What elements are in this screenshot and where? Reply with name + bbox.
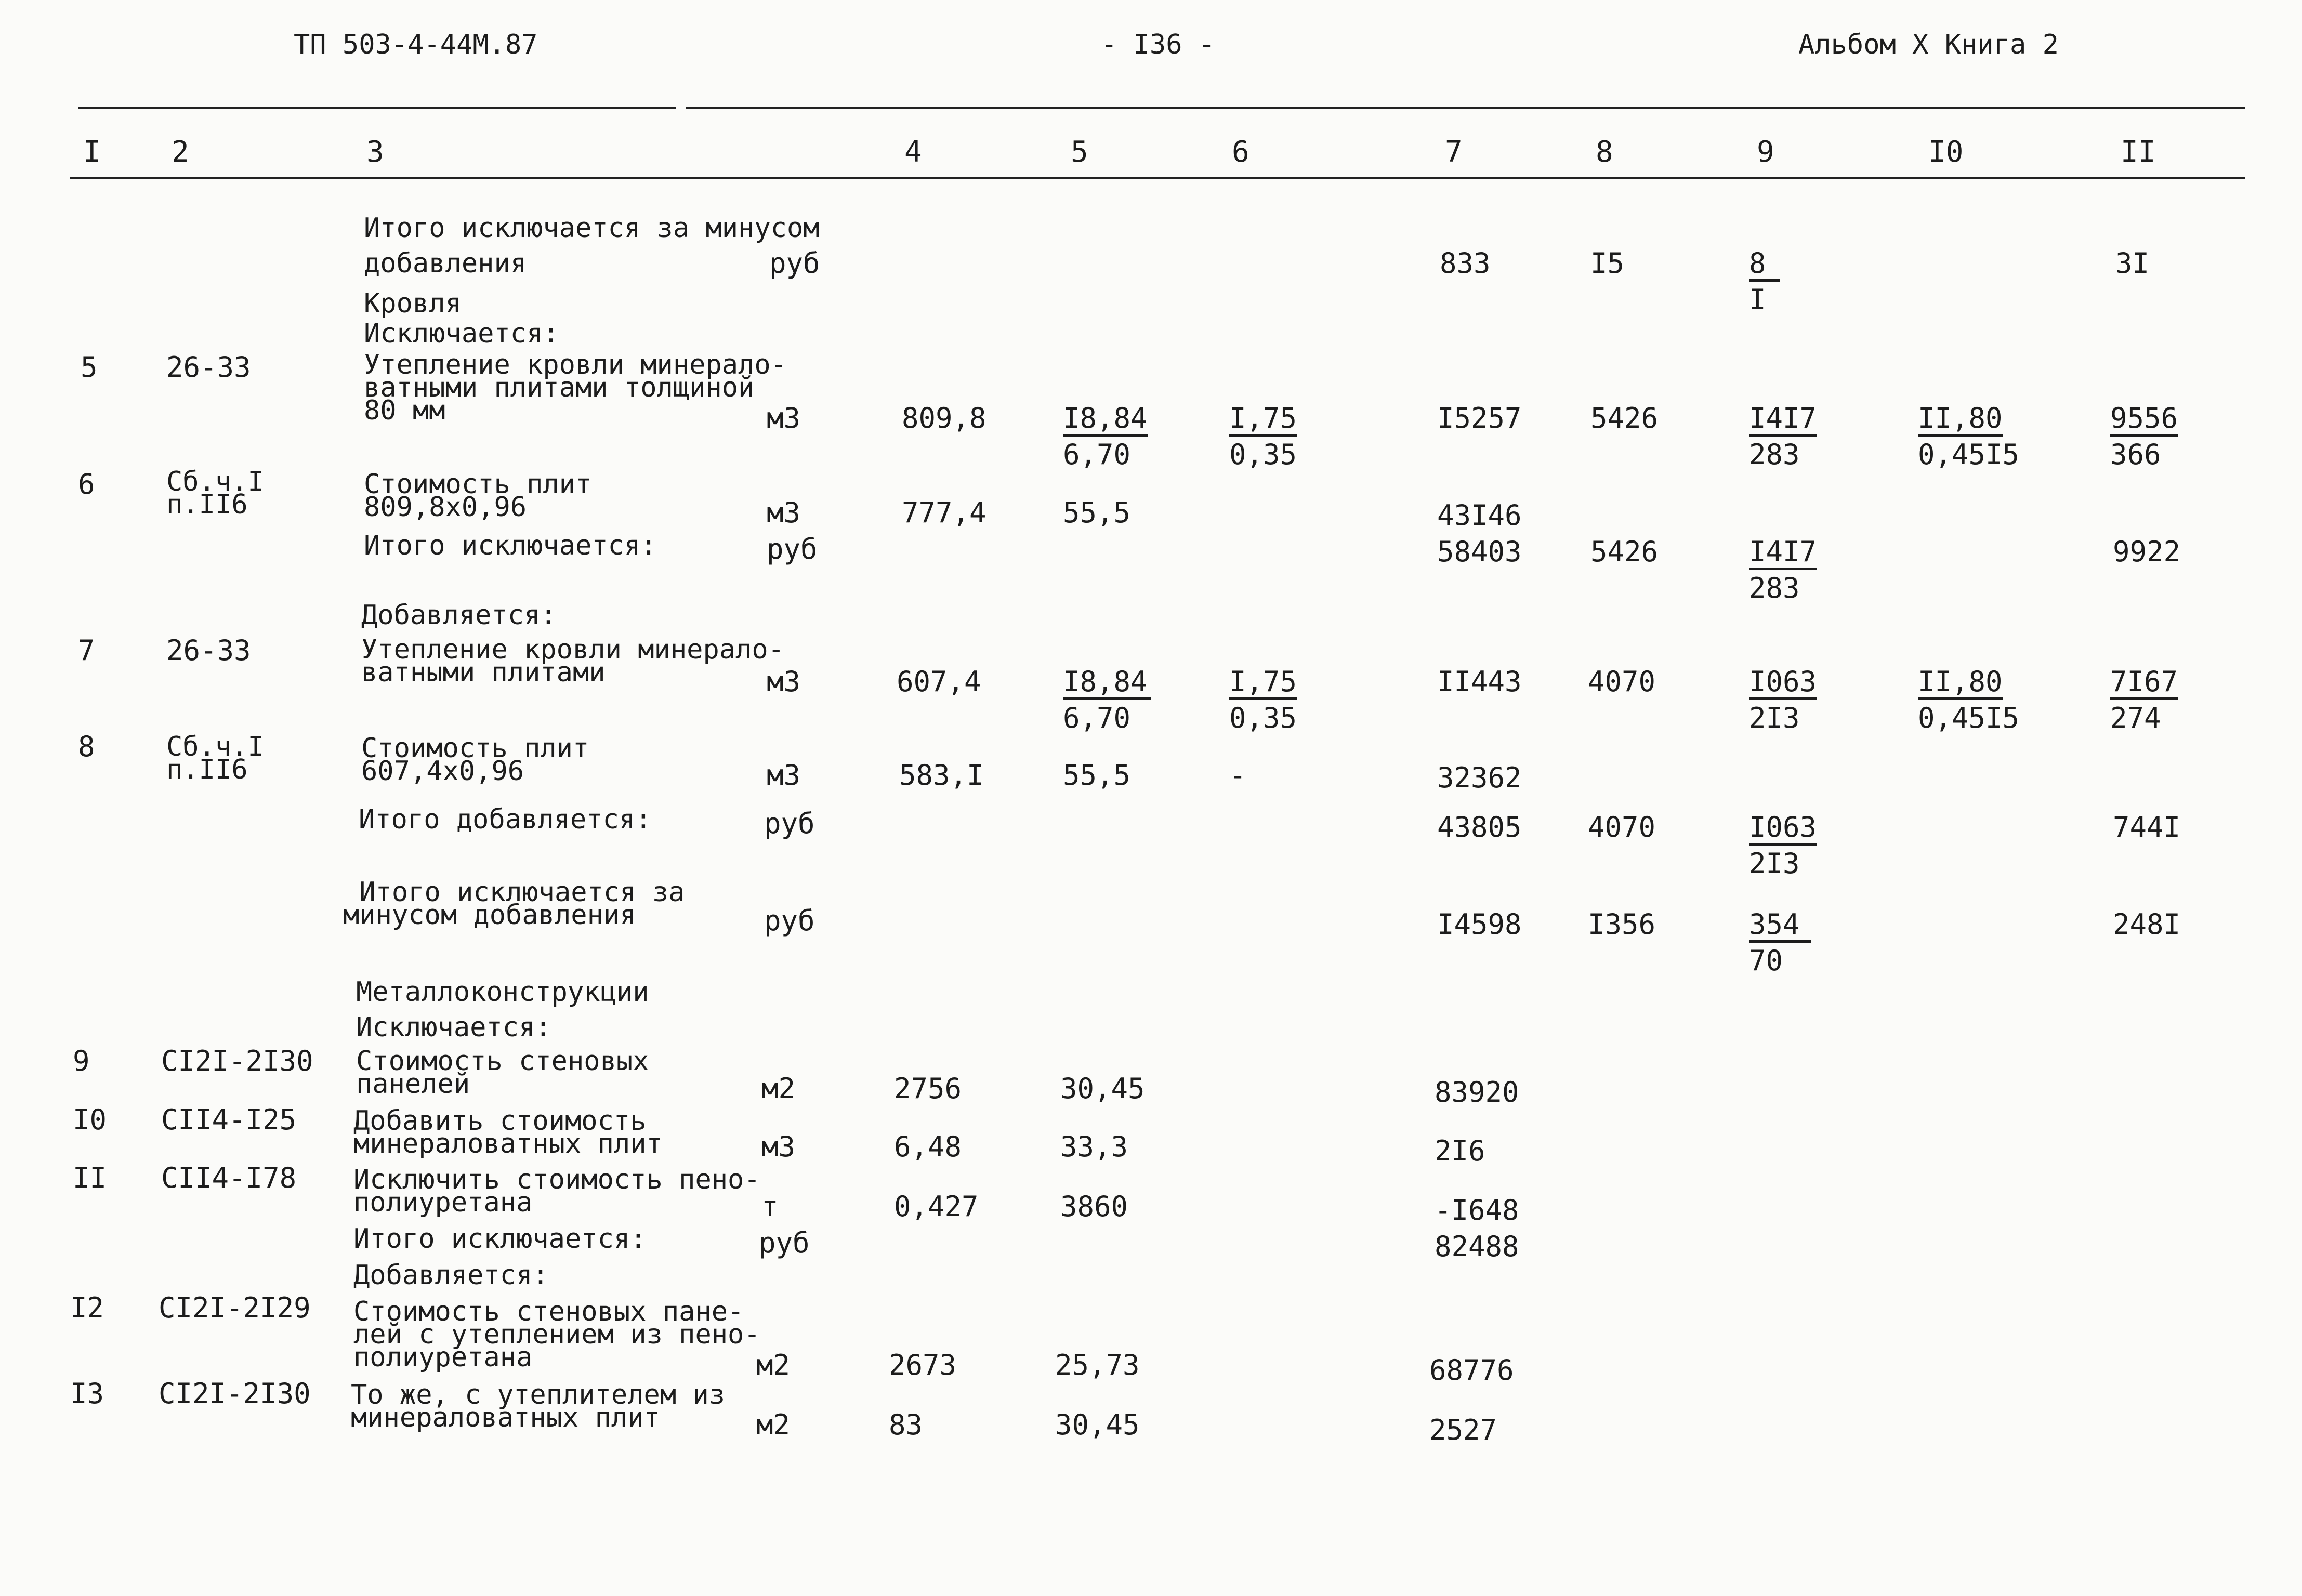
col9-bottom: 2I3 <box>1749 702 1800 734</box>
page-number: - I36 - <box>1101 29 1215 60</box>
row-col4: 809,8 <box>902 402 986 434</box>
row-col7: 82488 <box>1435 1230 1519 1263</box>
row-col4: 83 <box>889 1408 923 1441</box>
col6-top: I,75 <box>1229 404 1297 437</box>
col6-bottom: 0,35 <box>1229 702 1297 734</box>
row-col8: 4070 <box>1588 811 1656 843</box>
row-code: 26-33 <box>166 351 251 384</box>
row-col11 <box>2110 665 2178 734</box>
col10-bottom: 0,45I5 <box>1918 702 2020 734</box>
row-number: 7 <box>78 634 95 667</box>
row-col8: I5 <box>1590 247 1625 280</box>
row-unit: руб <box>759 1226 810 1259</box>
row-col11 <box>2110 404 2178 469</box>
row-col9 <box>1749 813 1817 878</box>
row-unit: м3 <box>767 759 801 792</box>
row-col11: 3I <box>2115 247 2150 280</box>
col10-top: II,80 <box>1918 404 2003 437</box>
row-number: 5 <box>81 351 98 384</box>
row-code: 26-33 <box>166 634 251 667</box>
row-col9 <box>1749 665 1817 734</box>
col6-top: I,75 <box>1229 668 1297 700</box>
row-description: Стоимость плит 607,4х0,96 <box>361 733 589 787</box>
row-col7: 58403 <box>1437 535 1522 568</box>
col-header-6: 6 <box>1232 135 1249 169</box>
row-code: CII4-I78 <box>161 1162 297 1194</box>
col-header-9: 9 <box>1757 135 1774 169</box>
row-unit: руб <box>769 247 820 280</box>
row-description: Исключить стоимость пено- полиуретана <box>353 1164 760 1218</box>
row-code: Сб.ч.I п.II6 <box>166 466 264 520</box>
row-col11: 744I <box>2113 811 2181 843</box>
row-unit: руб <box>764 807 815 840</box>
row-col6 <box>1229 665 1297 734</box>
row-col8: I356 <box>1588 908 1656 941</box>
row-unit: м2 <box>756 1408 791 1441</box>
row-col5: 3860 <box>1060 1190 1128 1223</box>
row-col5 <box>1063 665 1151 734</box>
row-number: 8 <box>78 730 95 763</box>
row-col5: 33,3 <box>1060 1130 1128 1163</box>
row-description: Утепление кровли минерало- ватными плитами толщиной 80 мм <box>364 349 787 426</box>
section-title: Металлоконструкции Исключается: <box>356 977 649 1043</box>
row-col5: 30,45 <box>1055 1408 1140 1441</box>
row-col8: 5426 <box>1590 535 1659 568</box>
row-col11: 9922 <box>2113 535 2181 568</box>
row-col7: 2I6 <box>1435 1135 1485 1167</box>
col-header-1: I <box>83 135 101 169</box>
col-header-11: II <box>2121 135 2156 169</box>
col-header-4: 4 <box>904 135 922 169</box>
col5-bottom: 6,70 <box>1063 438 1131 471</box>
row-col7: 43805 <box>1437 811 1522 843</box>
row-description: Стоимость стеновых пане- лей с утеплением из пено- полиуретана <box>353 1296 760 1373</box>
row-col6 <box>1229 404 1297 469</box>
row-col7: 83920 <box>1435 1076 1519 1109</box>
col11-top: 9556 <box>2110 404 2178 437</box>
row-col5: 55,5 <box>1063 759 1131 792</box>
col9-top: I4I7 <box>1749 538 1817 570</box>
header-rule-left <box>78 107 676 109</box>
row-col5 <box>1063 404 1148 469</box>
row-unit: м3 <box>767 496 801 529</box>
row-code: CI2I-2I29 <box>159 1291 311 1324</box>
row-col7: 833 <box>1440 247 1491 280</box>
row-code: CI2I-2I30 <box>159 1377 311 1410</box>
album-book: Альбом X Книга 2 <box>1798 29 2059 60</box>
row-description: Итого исключается: <box>353 1223 647 1255</box>
row-col10 <box>1918 665 2020 734</box>
row-col4: 607,4 <box>897 665 981 698</box>
row-unit: м3 <box>761 1130 796 1163</box>
row-col5: 30,45 <box>1060 1072 1145 1105</box>
row-col9 <box>1749 249 1780 314</box>
col9-bottom: 70 <box>1749 944 1783 977</box>
row-col4: 583,I <box>899 759 984 792</box>
row-col7: 32362 <box>1437 761 1522 794</box>
col9-bottom: 283 <box>1749 572 1800 604</box>
row-col8: 5426 <box>1590 402 1659 434</box>
row-col4: 2673 <box>889 1349 957 1381</box>
col9-top: I063 <box>1749 813 1817 846</box>
row-col7: I5257 <box>1437 402 1522 434</box>
row-col9 <box>1749 535 1817 604</box>
col-header-2: 2 <box>172 135 189 169</box>
row-code: Сб.ч.I п.II6 <box>166 731 264 785</box>
column-header-rule <box>70 177 2245 179</box>
col-header-5: 5 <box>1071 135 1088 169</box>
row-description: Стоимость стеновых панелей <box>356 1046 649 1100</box>
col6-bottom: 0,35 <box>1229 438 1297 471</box>
col9-bottom: 2I3 <box>1749 847 1800 880</box>
col5-bottom: 6,70 <box>1063 702 1131 734</box>
row-description: Утепление кровли минерало- ватными плитами <box>361 634 784 688</box>
col9-top: I4I7 <box>1749 404 1817 437</box>
row-col6: - <box>1229 759 1246 792</box>
row-number: I2 <box>70 1291 104 1324</box>
row-col5: 25,73 <box>1055 1349 1140 1381</box>
row-description: Итого исключается за минусом добавления <box>364 213 820 279</box>
row-description: Добавить стоимость минераловатных плит <box>353 1105 663 1159</box>
row-col7: 68776 <box>1429 1354 1514 1387</box>
row-unit: м2 <box>761 1072 796 1105</box>
col11-bottom: 274 <box>2110 702 2161 734</box>
row-number: I0 <box>73 1103 107 1136</box>
row-col4: 6,48 <box>894 1130 962 1163</box>
row-number: I3 <box>70 1377 104 1410</box>
row-description: Итого добавляется: <box>359 804 652 835</box>
col9-top: 354 <box>1749 911 1811 943</box>
row-number: 9 <box>73 1045 90 1077</box>
row-col7: 43I46 <box>1437 499 1522 532</box>
row-number: 6 <box>78 468 95 500</box>
col-header-3: 3 <box>366 135 384 169</box>
row-col9 <box>1749 404 1817 469</box>
row-col4: 777,4 <box>902 496 986 529</box>
row-col7: I4598 <box>1437 908 1522 941</box>
col11-top: 7I67 <box>2110 668 2178 700</box>
col11-bottom: 366 <box>2110 438 2161 471</box>
row-unit: руб <box>767 533 818 565</box>
col9-top: I063 <box>1749 668 1817 700</box>
row-col7: -I648 <box>1435 1194 1519 1226</box>
row-col7: II443 <box>1437 665 1522 698</box>
row-number: II <box>73 1162 107 1194</box>
row-code: CI2I-2I30 <box>161 1045 313 1077</box>
row-unit: м3 <box>767 402 801 434</box>
row-description: Стоимость плит 809,8х0,96 <box>364 469 592 523</box>
row-description: То же, с утеплителем из минераловатных плит <box>351 1379 726 1433</box>
col5-top: I8,84 <box>1063 668 1151 700</box>
header-rule-right <box>686 107 2245 109</box>
row-col9 <box>1749 908 1811 977</box>
row-code: CII4-I25 <box>161 1103 297 1136</box>
row-col4: 2756 <box>894 1072 962 1105</box>
row-col8: 4070 <box>1588 665 1656 698</box>
col9-bottom: I <box>1749 283 1766 316</box>
section-title: Кровля Исключается: <box>364 288 559 349</box>
row-col4: 0,427 <box>894 1190 979 1223</box>
doc-code: ТП 503-4-44М.87 <box>294 29 538 60</box>
row-col11: 248I <box>2113 908 2181 941</box>
col5-top: I8,84 <box>1063 404 1148 437</box>
col9-top: 8 <box>1749 249 1780 282</box>
section-title: Добавляется: <box>361 600 557 631</box>
col10-top: II,80 <box>1918 668 2003 700</box>
row-unit: м2 <box>756 1349 791 1381</box>
col-header-8: 8 <box>1596 135 1613 169</box>
row-col5: 55,5 <box>1063 496 1131 529</box>
row-unit: руб <box>764 904 815 937</box>
row-description: Итого исключается за минусом добавления <box>343 877 685 931</box>
col10-bottom: 0,45I5 <box>1918 438 2020 471</box>
col-header-7: 7 <box>1445 135 1463 169</box>
section-title: Добавляется: <box>353 1260 549 1291</box>
row-description: Итого исключается: <box>364 530 657 561</box>
row-col7: 2527 <box>1429 1414 1497 1446</box>
row-unit: т <box>761 1190 779 1223</box>
col9-bottom: 283 <box>1749 438 1800 471</box>
col-header-10: I0 <box>1928 135 1964 169</box>
row-col10 <box>1918 404 2019 469</box>
row-unit: м3 <box>767 665 801 698</box>
